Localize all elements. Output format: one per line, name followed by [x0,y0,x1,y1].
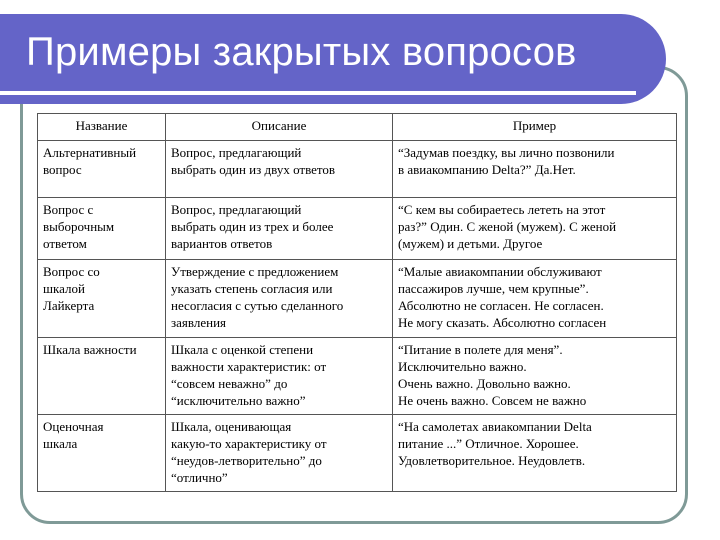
table-header-row [38,114,677,141]
cell-description: Вопрос, предлагающий выбрать один из трех и более вариантов ответов [166,198,393,260]
cell-name: Шкала важности [38,338,166,415]
cell-example: “Питание в полете для меня”. Исключительно важно. Очень важно. Довольно важно. Не очень важно. Совсем не важно [393,338,677,415]
cell-description: Шкала с оценкой степени важности характеристик: от “совсем неважно” до “исключительно важно” [166,338,393,415]
header-example: Пример [393,114,677,141]
table-row [38,198,677,260]
cell-name: Альтернативный вопрос [38,141,166,198]
header-description: Описание [166,114,393,141]
cell-example: “Малые авиакомпании обслуживают пассажиров лучше, чем крупные”. Абсолютно не согласен. Не согласен. Не могу сказать. Абсолютно согласен [393,260,677,338]
table-row [38,338,677,415]
cell-example: “Задумав поездку, вы лично позвонили в авиакомпанию Delta?” Да.Нет. [393,141,677,198]
slide-title: Примеры закрытых вопросов [26,30,577,74]
cell-name: Вопрос со шкалой Лайкерта [38,260,166,338]
cell-description: Утверждение с предложением указать степень согласия или несогласия с сутью сделанного заявления [166,260,393,338]
closed-questions-table [37,113,677,492]
header-name: Название [38,114,166,141]
table-row [38,415,677,492]
title-underline [0,91,636,95]
table-row [38,141,677,198]
cell-description: Шкала, оценивающая какую-то характеристику от “неудов-летворительно” до “отлично” [166,415,393,492]
table-row [38,260,677,338]
cell-description: Вопрос, предлагающий выбрать один из двух ответов [166,141,393,198]
cell-example: “На самолетах авиакомпании Delta питание ...” Отличное. Хорошее. Удовлетворительное. Неудовлетв. [393,415,677,492]
cell-name: Оценочная шкала [38,415,166,492]
cell-example: “С кем вы собираетесь лететь на этот раз?” Один. С женой (мужем). С женой (мужем) и детьми. Другое [393,198,677,260]
cell-name: Вопрос с выборочным ответом [38,198,166,260]
